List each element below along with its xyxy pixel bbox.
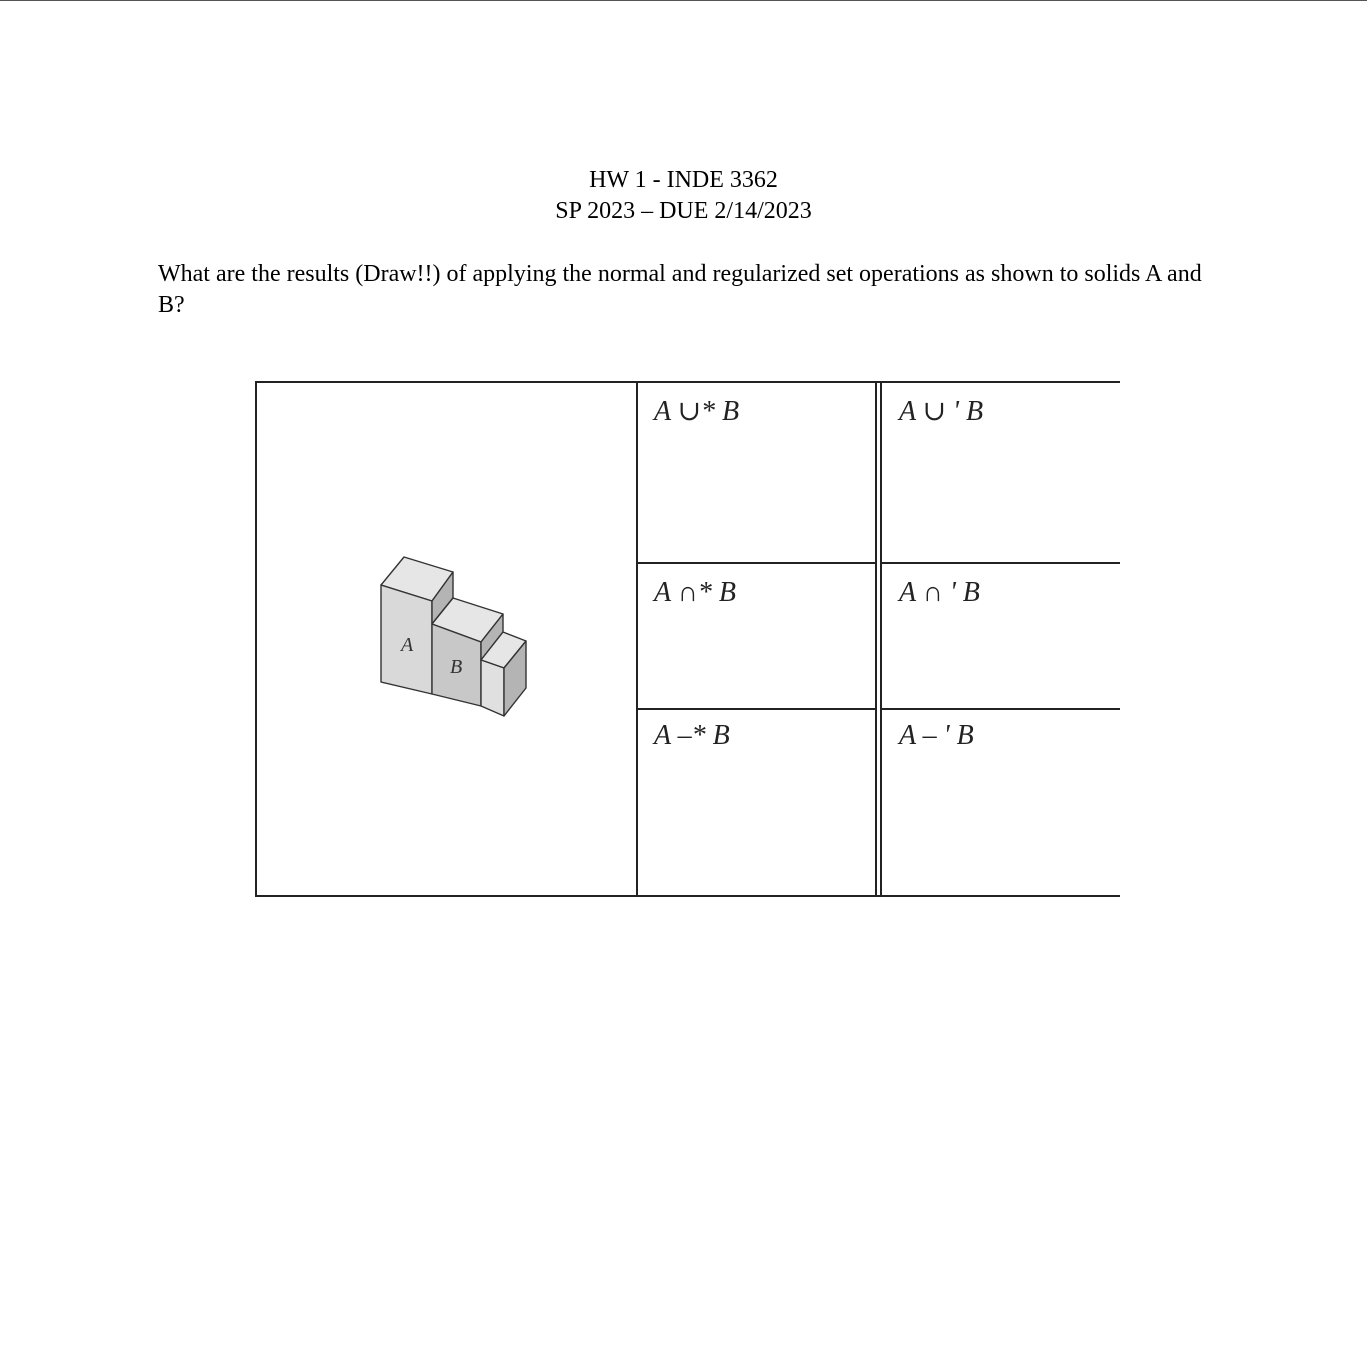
cell-regularized-union: A ∪* B	[654, 396, 740, 427]
table-bottom-border	[255, 895, 1120, 897]
table-divider-double-a	[875, 381, 877, 897]
page-title: HW 1 - INDE 3362	[589, 167, 778, 193]
table-divider-figure	[636, 381, 638, 897]
row-divider-1-col1	[636, 562, 877, 564]
due-date-line: SP 2023 – DUE 2/14/2023	[555, 198, 812, 224]
table-left-border	[255, 381, 257, 897]
solid-step-front	[481, 660, 504, 716]
row-divider-2-col1	[636, 708, 877, 710]
cell-difference: A – ' B	[899, 720, 974, 751]
cell-regularized-intersection: A ∩* B	[654, 577, 736, 608]
label-a: A	[401, 634, 414, 656]
table-divider-double-b	[880, 381, 882, 897]
cell-union: A ∪ ' B	[899, 396, 984, 427]
label-b: B	[450, 656, 463, 678]
solid-b	[432, 598, 526, 716]
cell-regularized-difference: A –* B	[654, 720, 730, 751]
question-text: What are the results (Draw!!) of applying the normal and regularized set operations as shown to solids A and B?	[158, 261, 1202, 318]
row-divider-1-col2	[880, 562, 1120, 564]
solids-figure	[372, 548, 532, 724]
row-divider-2-col2	[880, 708, 1120, 710]
table-top-border	[255, 381, 1120, 383]
cell-intersection: A ∩ ' B	[899, 577, 980, 608]
